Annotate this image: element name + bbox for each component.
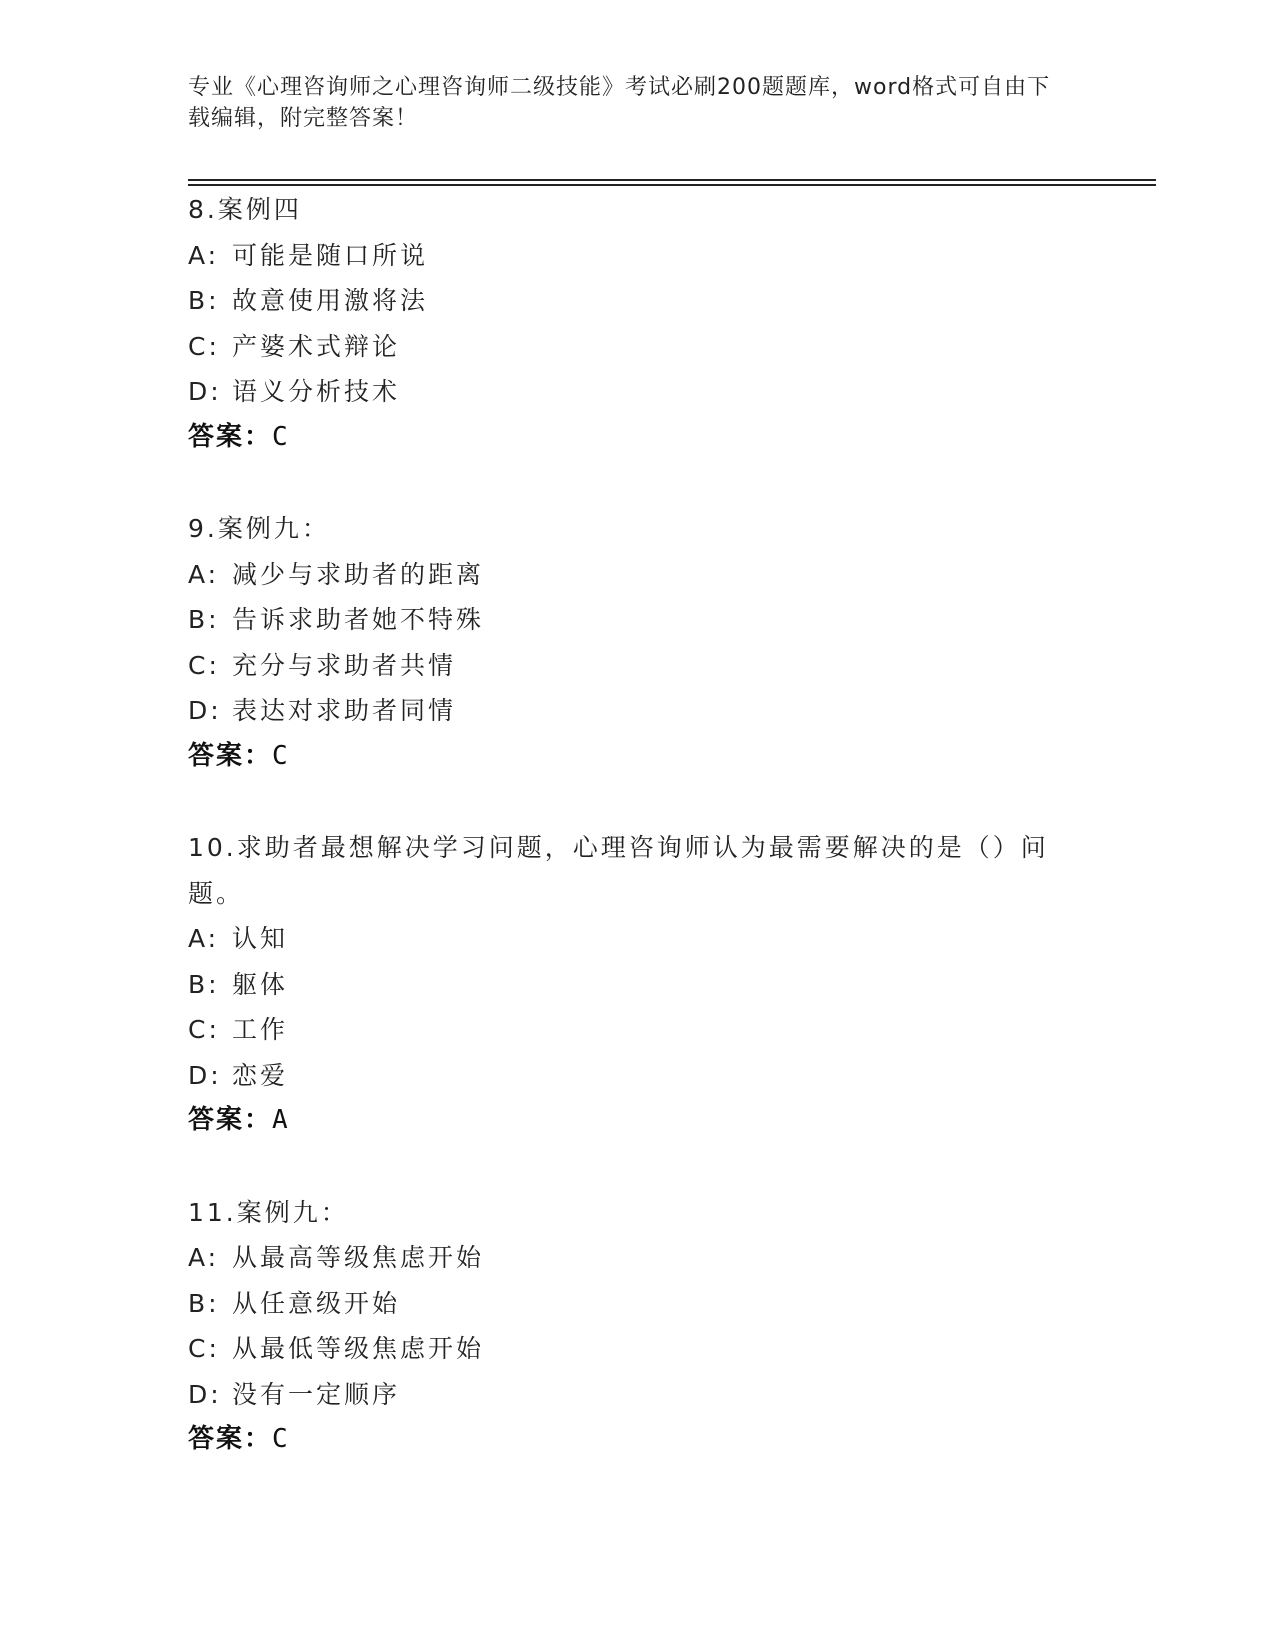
option-letter: A: — [188, 1243, 220, 1272]
question-8 — [188, 187, 1088, 460]
option-letter: A: — [188, 924, 220, 953]
option-d — [188, 688, 1088, 734]
option-a — [188, 552, 1088, 598]
header-divider-bottom — [188, 184, 1156, 186]
option-letter: B: — [188, 1288, 220, 1318]
option-text: 从最低等级焦虑开始 — [232, 1334, 485, 1363]
option-text: 从任意级开始 — [232, 1288, 401, 1318]
option-c — [188, 1007, 1088, 1053]
option-letter: C: — [188, 331, 220, 361]
question-9 — [188, 506, 1088, 779]
option-b — [188, 278, 1088, 324]
option-c — [188, 643, 1088, 689]
answer-line — [188, 1417, 1088, 1463]
option-letter: D: — [188, 696, 222, 725]
answer-value: C — [272, 421, 290, 452]
answer-value: C — [272, 1424, 290, 1454]
option-text: 认知 — [232, 924, 289, 953]
option-d — [188, 369, 1088, 415]
answer-label: 答案： — [188, 740, 273, 771]
option-text: 产婆术式辩论 — [232, 331, 401, 361]
answer-label: 答案： — [188, 421, 273, 452]
option-a — [188, 1235, 1088, 1281]
document-header: 专业《心理咨询师之心理咨询师二级技能》考试必刷200题题库，word格式可自由下载编辑，附完整答案！ — [188, 75, 1051, 131]
answer-line — [188, 734, 1088, 780]
option-text: 工作 — [232, 1015, 289, 1044]
question-stem: 10.求助者最想解决学习问题，心理咨询师认为最需要解决的是（）问题。 — [188, 833, 1049, 908]
option-letter: B: — [188, 286, 220, 315]
option-text: 告诉求助者她不特殊 — [232, 605, 485, 634]
answer-value: A — [272, 1105, 290, 1135]
option-a — [188, 916, 1088, 962]
option-text: 可能是随口所说 — [232, 240, 429, 270]
option-letter: C: — [188, 1334, 220, 1363]
question-list — [188, 187, 1088, 1463]
question-11 — [188, 1190, 1088, 1463]
option-letter: D: — [188, 377, 222, 406]
option-text: 表达对求助者同情 — [232, 696, 457, 725]
answer-value: C — [272, 740, 290, 771]
option-text: 充分与求助者共情 — [232, 650, 457, 680]
answer-line — [188, 415, 1088, 461]
answer-label: 答案： — [188, 1105, 273, 1135]
option-b — [188, 962, 1088, 1008]
option-text: 从最高等级焦虑开始 — [232, 1243, 485, 1272]
option-letter: B: — [188, 969, 220, 999]
question-stem: 8.案例四 — [188, 195, 302, 224]
option-letter: B: — [188, 605, 220, 634]
option-d — [188, 1053, 1088, 1099]
option-b — [188, 1281, 1088, 1327]
option-text: 故意使用激将法 — [232, 286, 429, 315]
option-text: 没有一定顺序 — [232, 1379, 401, 1409]
question-10 — [188, 825, 1088, 1144]
option-b — [188, 597, 1088, 643]
answer-label: 答案： — [188, 1424, 273, 1454]
option-c — [188, 1326, 1088, 1372]
question-stem: 11.案例九： — [188, 1197, 349, 1227]
option-text: 恋爱 — [232, 1060, 289, 1090]
question-stem: 9.案例九： — [188, 514, 330, 543]
option-d — [188, 1372, 1088, 1418]
header-divider-top — [188, 179, 1156, 181]
option-a — [188, 233, 1088, 279]
option-letter: C: — [188, 650, 220, 680]
option-c — [188, 324, 1088, 370]
option-text: 减少与求助者的距离 — [232, 559, 485, 589]
answer-line — [188, 1098, 1088, 1144]
option-letter: A: — [188, 240, 220, 270]
option-text: 躯体 — [232, 969, 289, 999]
option-letter: A: — [188, 559, 220, 589]
option-text: 语义分析技术 — [232, 377, 401, 406]
option-letter: D: — [188, 1379, 222, 1409]
option-letter: D: — [188, 1060, 222, 1090]
option-letter: C: — [188, 1015, 220, 1044]
